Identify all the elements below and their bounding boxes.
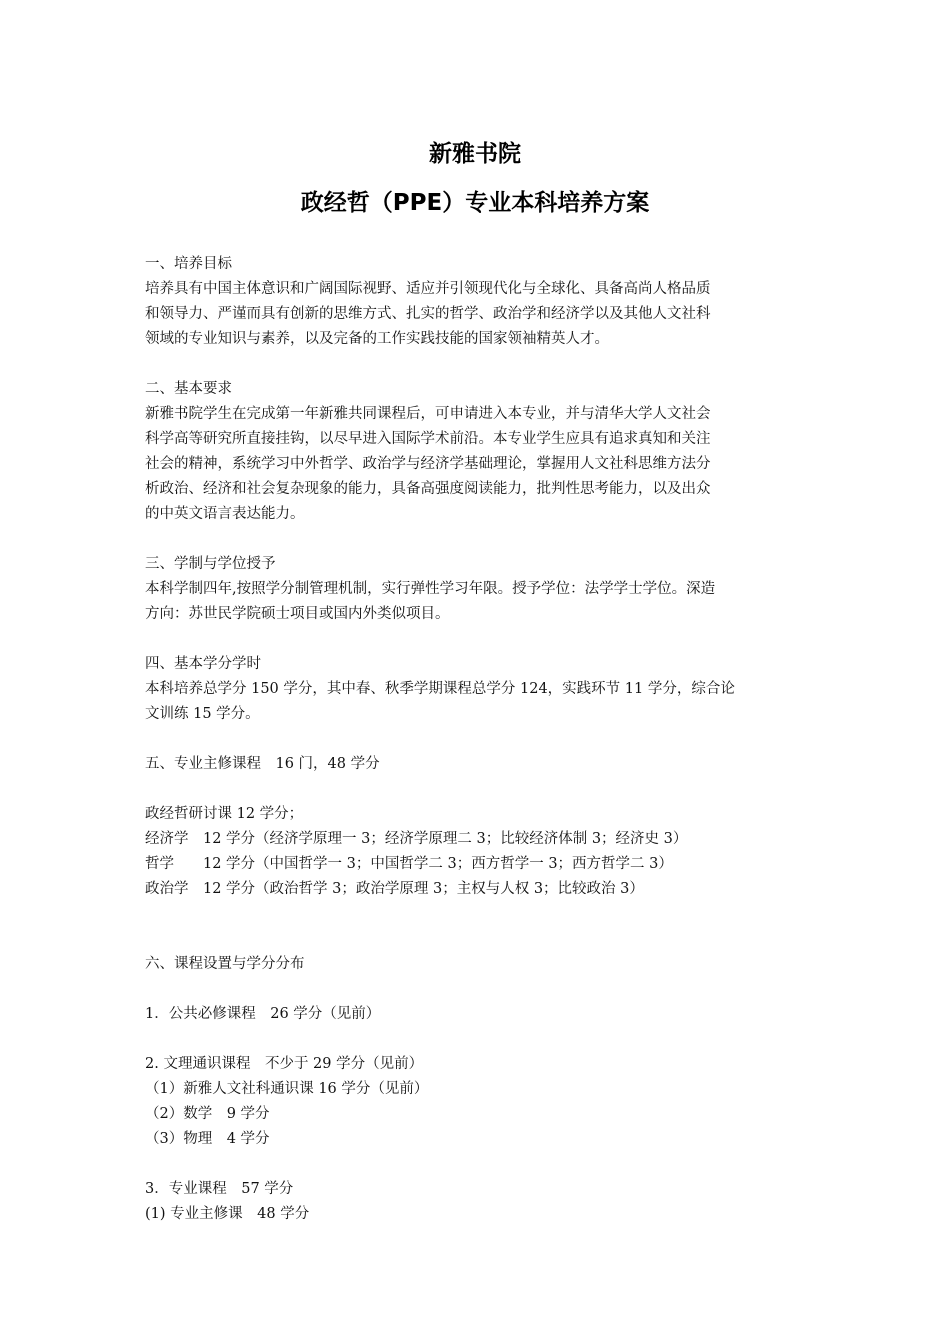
paragraph-line: 领域的专业知识与素养，以及完备的工作实践技能的国家领袖精英人才。: [145, 331, 609, 347]
document-subtitle: 政经哲（PPE）专业本科培养方案: [300, 190, 650, 216]
section-heading-major-courses: 五、专业主修课程 16 门，48 学分: [145, 756, 380, 772]
document-title: 新雅书院: [429, 141, 521, 167]
paragraph-line: 本科学制四年,按照学分制管理机制，实行弹性学习年限。授予学位：法学学士学位。深造: [145, 581, 716, 597]
curriculum-item-major: 3．专业课程 57 学分: [145, 1181, 294, 1197]
curriculum-subitem: （3）物理 4 学分: [145, 1131, 270, 1147]
course-line: 政治学 12 学分（政治哲学 3；政治学原理 3；主权与人权 3；比较政治 3）: [145, 881, 644, 897]
course-line: 政经哲研讨课 12 学分；: [145, 806, 304, 822]
paragraph-line: 本科培养总学分 150 学分，其中春、秋季学期课程总学分 124，实践环节 11 学分，综合论: [145, 681, 735, 697]
course-line: 哲学 12 学分（中国哲学一 3；中国哲学二 3；西方哲学一 3；西方哲学二 3）: [145, 856, 673, 872]
paragraph-line: 科学高等研究所直接挂钩，以尽早进入国际学术前沿。本专业学生应具有追求真知和关注: [145, 431, 711, 447]
document-body: [145, 252, 815, 1227]
paragraph-line: 社会的精神，系统学习中外哲学、政治学与经济学基础理论，掌握用人文社科思维方法分: [145, 456, 711, 472]
curriculum-subitem: （2）数学 9 学分: [145, 1106, 270, 1122]
curriculum-subitem: （1）新雅人文社科通识课 16 学分（见前）: [145, 1081, 429, 1097]
paragraph-line: 文训练 15 学分。: [145, 706, 260, 722]
curriculum-item-general-education: 2. 文理通识课程 不少于 29 学分（见前）: [145, 1056, 424, 1072]
curriculum-subitem: (1) 专业主修课 48 学分: [145, 1206, 310, 1222]
section-heading-credits: 四、基本学分学时: [145, 656, 261, 672]
curriculum-item-public-required: 1．公共必修课程 26 学分（见前）: [145, 1006, 381, 1022]
section-heading-requirements: 二、基本要求: [145, 381, 232, 397]
section-heading-degree: 三、学制与学位授予: [145, 556, 276, 572]
paragraph-line: 新雅书院学生在完成第一年新雅共同课程后，可申请进入本专业，并与清华大学人文社会: [145, 406, 711, 422]
paragraph-line: 析政治、经济和社会复杂现象的能力，具备高强度阅读能力，批判性思考能力，以及出众: [145, 481, 711, 497]
course-line: 经济学 12 学分（经济学原理一 3；经济学原理二 3；比较经济体制 3；经济史 3）: [145, 831, 688, 847]
section-heading-curriculum: 六、课程设置与学分分布: [145, 956, 305, 972]
paragraph-line: 的中英文语言表达能力。: [145, 506, 305, 522]
section-heading-objectives: 一、培养目标: [145, 256, 232, 272]
paragraph-line: 培养具有中国主体意识和广阔国际视野、适应并引领现代化与全球化、具备高尚人格品质: [145, 281, 711, 297]
paragraph-line: 和领导力、严谨而具有创新的思维方式、扎实的哲学、政治学和经济学以及其他人文社科: [145, 306, 711, 322]
paragraph-line: 方向：苏世民学院硕士项目或国内外类似项目。: [145, 606, 450, 622]
